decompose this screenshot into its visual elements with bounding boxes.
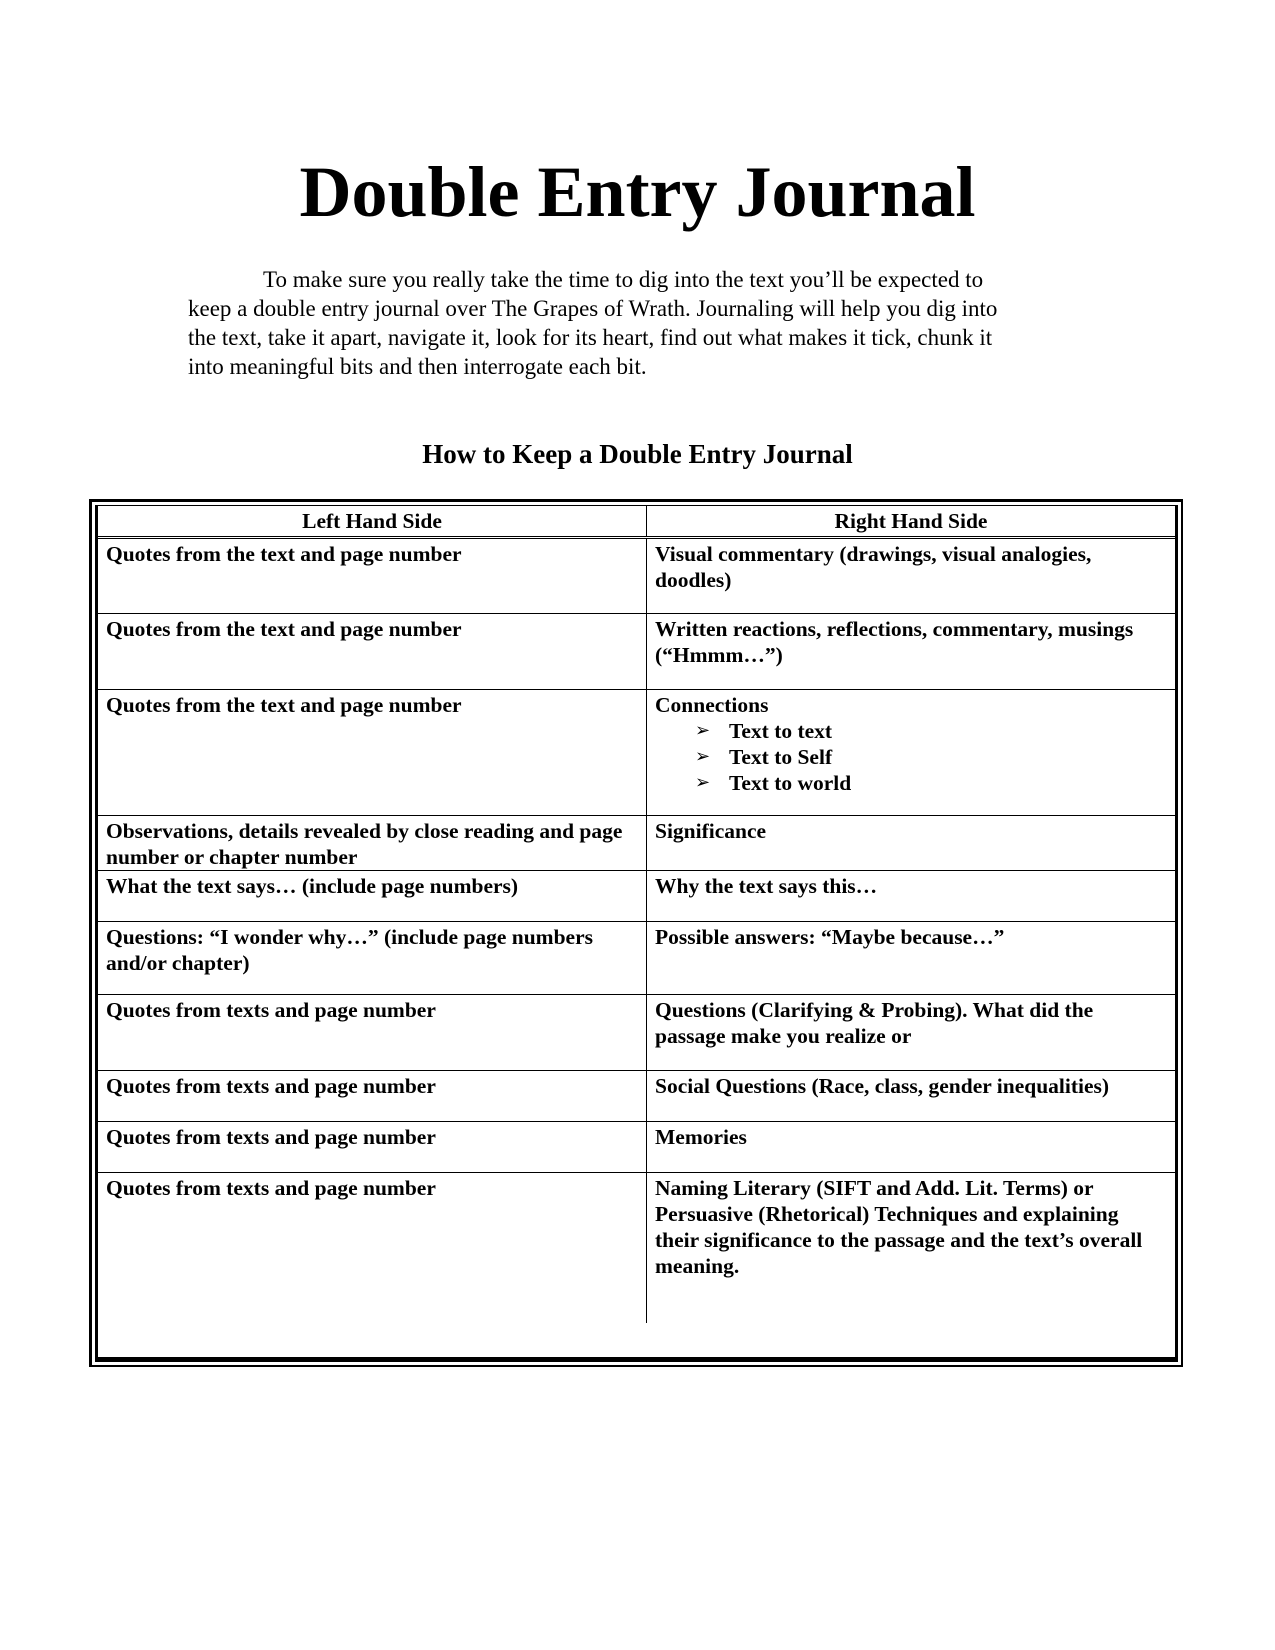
intro-line: into meaningful bits and then interrogate each bit. (188, 354, 647, 379)
journal-table-inner (95, 505, 1178, 1362)
table-row (98, 1173, 1175, 1323)
document-title: Double Entry Journal (299, 152, 976, 232)
right-cell: Questions (Clarifying & Probing). What did the passage make you realize or (647, 995, 1176, 1071)
right-cell (647, 690, 1176, 816)
left-cell: Quotes from texts and page number (98, 1122, 647, 1173)
right-cell: Significance (647, 816, 1176, 871)
right-cell: Social Questions (Race, class, gender inequalities) (647, 1071, 1176, 1122)
table-header-row (98, 506, 1175, 538)
table-row (98, 538, 1175, 614)
right-hand-side-header: Right Hand Side (647, 506, 1176, 538)
table-row (98, 871, 1175, 922)
table-row (98, 614, 1175, 690)
intro-line: To make sure you really take the time to dig into the text you’ll be expected to (263, 267, 984, 292)
table-row (98, 1071, 1175, 1122)
left-hand-side-header: Left Hand Side (98, 506, 647, 538)
connections-list (655, 718, 1167, 796)
right-cell: Naming Literary (SIFT and Add. Lit. Terms) or Persuasive (Rhetorical) Techniques and explaining their significance to the passage and the text’s overall meaning. (647, 1173, 1176, 1323)
left-cell: Quotes from texts and page number (106, 1176, 436, 1200)
table-row (98, 1122, 1175, 1173)
list-item: ➢ Text to world (695, 770, 1167, 796)
table-row (98, 995, 1175, 1071)
left-cell: What the text says… (include page numbers) (98, 871, 647, 922)
intro-line: the text, take it apart, navigate it, look for its heart, find out what makes it tick, chunk it (188, 325, 993, 350)
table-row (98, 690, 1175, 816)
right-cell: Visual commentary (drawings, visual analogies, doodles) (647, 538, 1176, 614)
right-cell: Written reactions, reflections, commentary, musings (“Hmmm…”) (647, 614, 1176, 690)
left-cell: Observations, details revealed by close reading and page number or chapter number (98, 816, 647, 871)
left-cell: Quotes from the text and page number (98, 690, 647, 816)
table-row (98, 922, 1175, 995)
left-cell: Quotes from the text and page number (98, 614, 647, 690)
left-cell: Quotes from texts and page number (98, 1071, 647, 1122)
right-cell: Possible answers: “Maybe because…” (647, 922, 1176, 995)
list-item: ➢ Text to Self (695, 744, 1167, 770)
left-cell: Questions: “I wonder why…” (include page numbers and/or chapter) (98, 922, 647, 995)
connections-label: Connections (655, 693, 769, 717)
left-cell: Quotes from the text and page number (98, 538, 647, 614)
section-subtitle: How to Keep a Double Entry Journal (422, 439, 853, 469)
list-item: ➢ Text to text (695, 718, 1167, 744)
right-cell: Memories (647, 1122, 1176, 1173)
table-row (98, 816, 1175, 871)
journal-table-frame (89, 499, 1183, 1367)
right-cell: Why the text says this… (647, 871, 1176, 922)
journal-table (98, 506, 1175, 1323)
intro-paragraph (188, 265, 1088, 381)
intro-line: keep a double entry journal over The Grapes of Wrath. Journaling will help you dig into (188, 296, 998, 321)
left-cell: Quotes from texts and page number (98, 995, 647, 1071)
